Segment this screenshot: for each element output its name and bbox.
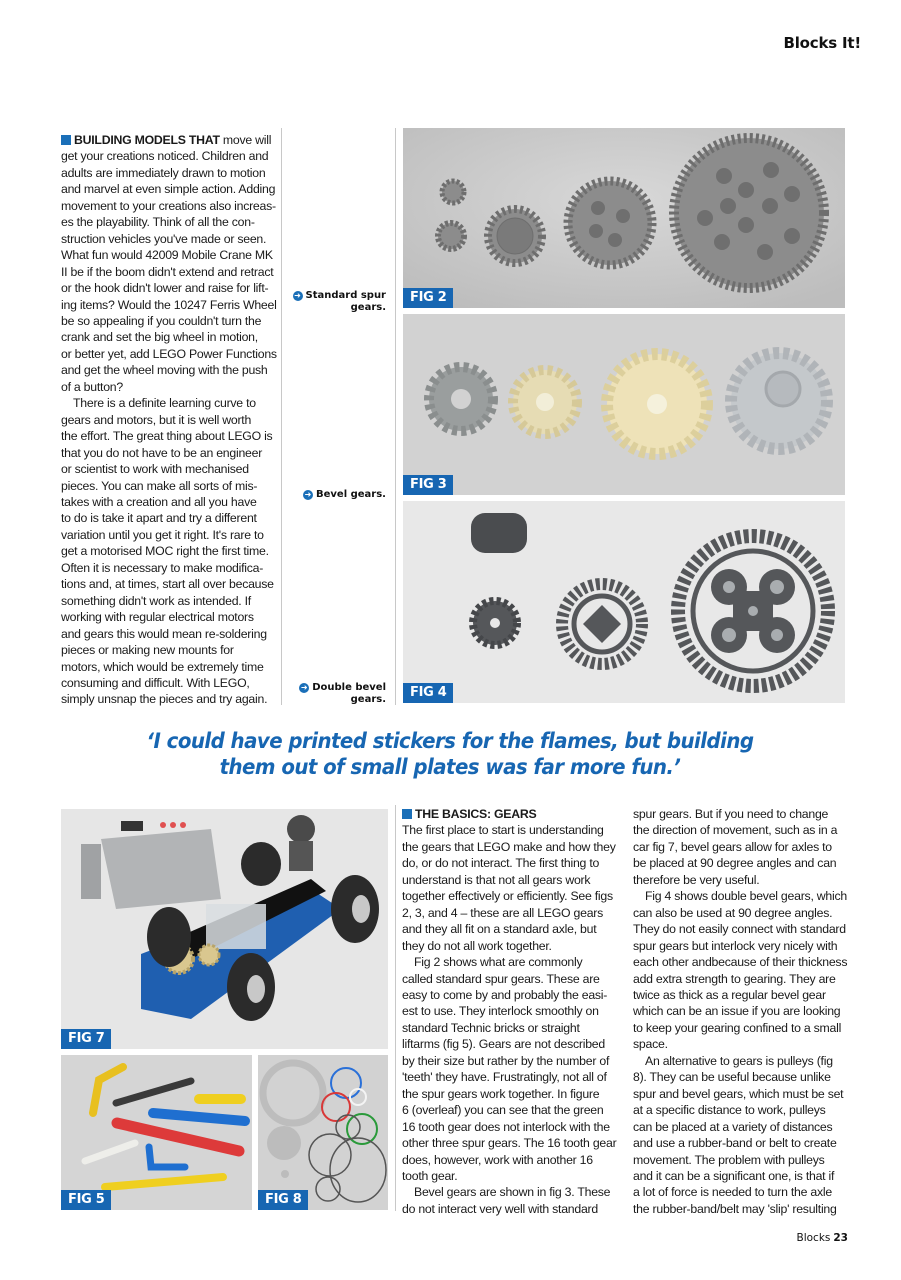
text-line: add extra strength to gearing. They are <box>633 971 836 986</box>
text-line: easy to come by and probably the easi- <box>402 987 608 1002</box>
caption-text: gears. <box>350 694 386 705</box>
text-line: They do not easily connect with standard <box>633 922 846 937</box>
text-line: adults are immediately drawn to motion <box>61 165 266 180</box>
fig-label: FIG 3 <box>403 475 453 495</box>
caption-fig3 <box>290 489 386 501</box>
text-line: to do is take it apart and try a different <box>61 511 257 526</box>
text-line: An alternative to gears is pulleys (fig <box>645 1053 833 1068</box>
text-line: What fun would 42009 Mobile Crane MK <box>61 248 273 263</box>
text-line: standard Technic bricks or straight <box>402 1020 580 1035</box>
text-line: something didn't work as intended. If <box>61 593 251 608</box>
pulleys-illustration <box>258 1055 388 1210</box>
text-line: and it can be a significant one, is that if <box>633 1168 835 1183</box>
basics-column-1 <box>402 806 632 1217</box>
text-line: spur gears. But if you need to change <box>633 807 829 821</box>
lead-in: BUILDING MODELS THAT <box>74 133 220 147</box>
text-line: and marvel at even simple action. Adding <box>61 182 276 197</box>
text-line: the spur gears work together. In figure <box>402 1086 600 1101</box>
bevel-gears-illustration <box>403 314 845 495</box>
spur-gears-illustration <box>403 128 845 308</box>
double-bevel-gears-illustration <box>403 501 845 703</box>
pull-quote <box>128 729 772 781</box>
text-line: tions and, at times, start all over because <box>61 577 274 592</box>
section-heading-text: THE BASICS: GEARS <box>415 807 537 821</box>
text-line: Often it is necessary to make modifica- <box>61 560 264 575</box>
pull-quote-line: them out of small plates was far more fun.’ <box>219 755 681 780</box>
text-line: the effort. The great thing about LEGO is <box>61 429 273 444</box>
section-heading <box>402 806 632 822</box>
column-rule <box>281 128 282 705</box>
intro-first-line <box>61 132 291 148</box>
text-line: and use a rubber-band or belt to create <box>633 1136 837 1151</box>
text-line: consuming and difficult. With LEGO, <box>61 675 250 690</box>
text-line: together effectively or efficiently. See figs <box>402 889 613 904</box>
text-line: Fig 4 shows double bevel gears, which <box>645 889 847 904</box>
text-line: space. <box>633 1037 668 1052</box>
text-line: working with regular electrical motors <box>61 610 254 625</box>
liftarms-illustration <box>61 1055 252 1210</box>
basics-body-text <box>402 822 632 1217</box>
text-line: understand is that not all gears work <box>402 872 591 887</box>
basics-column-2 <box>633 806 863 1217</box>
text-line: do not interact very well with standard <box>402 1201 598 1216</box>
caption-text: Double bevel <box>312 682 386 693</box>
text-line: does, however, work with another 16 <box>402 1152 593 1167</box>
text-line: car fig 7, bevel gears allow for axles to <box>633 839 832 854</box>
text-line: or better yet, add LEGO Power Functions <box>61 346 277 361</box>
text-line: which can be an issue if you are looking <box>633 1004 841 1019</box>
text-line: struction vehicles you've made or seen. <box>61 231 267 246</box>
text-line: be placed at 90 degree angles and can <box>633 856 837 871</box>
running-title: Blocks It! <box>783 34 861 52</box>
text-line: get a motorised MOC right the first time. <box>61 544 269 559</box>
text-line: es the playability. Think of all the con- <box>61 215 255 230</box>
figure-3-photo <box>403 314 845 495</box>
text-line: the rubber-band/belt may 'slip' resulting <box>633 1201 837 1216</box>
text-line: Fig 2 shows what are commonly <box>414 955 583 970</box>
figure-8-photo <box>258 1055 388 1210</box>
text-line: 'teeth' they have. Frustratingly, not all of <box>402 1070 607 1085</box>
arrow-right-icon: ➜ <box>300 683 308 692</box>
text-line: simply unsnap the pieces and try again. <box>61 692 268 707</box>
text-line: to keep your gearing confined to a small <box>633 1020 842 1035</box>
text-line: 2, 3, and 4 – these are all LEGO gears <box>402 905 604 920</box>
text-line: II be if the boom didn't extend and retract <box>61 264 274 279</box>
text-line: gears and motors, but it is well worth <box>61 412 252 427</box>
text-line: that you do not have to be an engineer <box>61 445 263 460</box>
caption-text: Standard spur <box>305 290 386 301</box>
caption-fig4 <box>290 682 386 706</box>
figure-7-photo <box>61 809 388 1049</box>
text-line: get your creations noticed. Children and <box>61 149 269 164</box>
publication-name: Blocks <box>796 1232 831 1244</box>
column-rule <box>395 128 396 705</box>
figure-2-photo <box>403 128 845 308</box>
fig-label: FIG 2 <box>403 288 453 308</box>
text-line: pieces. You can make all sorts of mis- <box>61 478 258 493</box>
text-line: by their size but rather by the number of <box>402 1053 610 1068</box>
intro-body-text <box>61 148 291 707</box>
text-line: crank and set the big wheel in motion, <box>61 330 258 345</box>
text-line: 6 (overleaf) you can see that the green <box>402 1103 604 1118</box>
text-line: therefore be very useful. <box>633 872 760 887</box>
text-line: est to use. They interlock smoothly on <box>402 1004 599 1019</box>
text-line: and gears this would mean re-soldering <box>61 626 267 641</box>
text-line: 8). They can be useful because unlike <box>633 1070 831 1085</box>
text-line: Bevel gears are shown in fig 3. These <box>414 1185 611 1200</box>
caption-text: gears. <box>350 302 386 313</box>
pull-quote-line: ‘I could have printed stickers for the flames, but building <box>146 729 754 754</box>
text-line: and get the wheel moving with the push <box>61 363 268 378</box>
text-line: the direction of movement, such as in a <box>633 823 838 838</box>
text-line: or the hook didn't lower and raise for lift- <box>61 281 269 296</box>
text-line: 16 tooth gear does not interlock with the <box>402 1119 610 1134</box>
text-line: at a specific distance to work, pulleys <box>633 1103 826 1118</box>
intro-column <box>61 132 291 708</box>
text-line: spur gears but interlock very nicely with <box>633 938 838 953</box>
page-number: 23 <box>833 1232 848 1244</box>
caption-text: Bevel gears. <box>316 489 386 500</box>
text-line: and they all fit on a standard axle, but <box>402 922 597 937</box>
column-rule <box>395 805 396 1211</box>
arrow-right-icon: ➜ <box>294 291 301 300</box>
fig-label: FIG 4 <box>403 683 453 703</box>
fig-label: FIG 5 <box>61 1190 111 1210</box>
arrow-right-icon: ➜ <box>304 490 312 499</box>
text-line: movement. The problem with pulleys <box>633 1152 825 1167</box>
text-line: can be placed at a variety of distances <box>633 1119 833 1134</box>
text-line: of a button? <box>61 379 123 394</box>
lego-car-illustration <box>61 809 388 1049</box>
basics-body-text <box>633 806 863 1217</box>
text-line: the gears that LEGO make and how they <box>402 839 616 854</box>
caption-fig2 <box>290 290 386 314</box>
text-line: other three spur gears. The 16 tooth gear <box>402 1136 617 1151</box>
text-line: liftarms (fig 5). Gears are not described <box>402 1037 605 1052</box>
text-line: takes with a creation and all you have <box>61 494 257 509</box>
text-line: each other andbecause of their thickness <box>633 955 848 970</box>
text-line: There is a definite learning curve to <box>73 396 256 411</box>
text-line: or scientist to work with mechanised <box>61 462 249 477</box>
lead-in-rest: move will <box>219 133 272 147</box>
text-line: ing items? Would the 10247 Ferris Wheel <box>61 297 277 312</box>
text-line: pieces or making new mounts for <box>61 643 234 658</box>
fig-label: FIG 8 <box>258 1190 308 1210</box>
section-marker-icon <box>402 809 412 819</box>
text-line: tooth gear. <box>402 1168 458 1183</box>
text-line: they do not all work together. <box>402 938 552 953</box>
text-line: spur and bevel gears, which must be set <box>633 1086 844 1101</box>
text-line: The first place to start is understanding <box>402 823 604 838</box>
fig-label: FIG 7 <box>61 1029 111 1049</box>
text-line: be so appealing if you couldn't turn the <box>61 313 262 328</box>
text-line: variation until you get it right. It's rare to <box>61 527 264 542</box>
text-line: can also be used at 90 degree angles. <box>633 905 833 920</box>
page-folio <box>760 1232 848 1244</box>
text-line: motors, which would be extremely time <box>61 659 264 674</box>
text-line: movement to your creations also increas- <box>61 198 276 213</box>
text-line: a lot of force is needed to turn the axle <box>633 1185 832 1200</box>
figure-4-photo <box>403 501 845 703</box>
figure-5-photo <box>61 1055 252 1210</box>
section-marker-icon <box>61 135 71 145</box>
text-line: twice as thick as a regular bevel gear <box>633 987 826 1002</box>
text-line: called standard spur gears. These are <box>402 971 600 986</box>
text-line: do, or do not interact. The first thing to <box>402 856 600 871</box>
